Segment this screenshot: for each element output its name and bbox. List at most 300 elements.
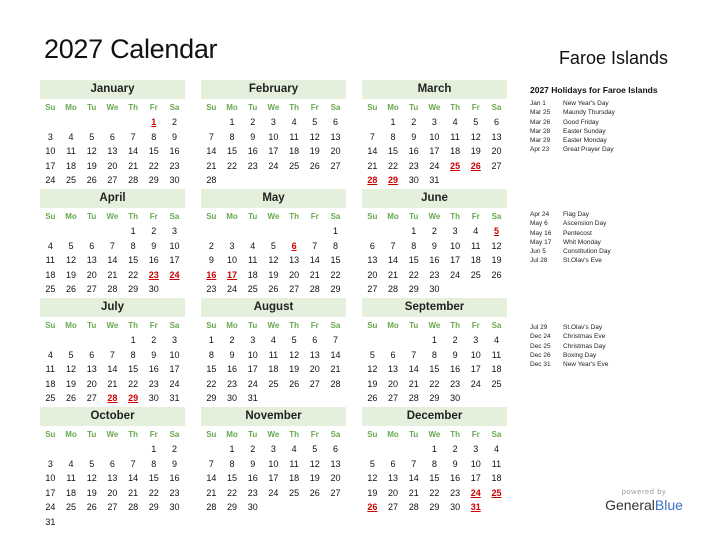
day-cell: 17 <box>470 473 481 483</box>
week-row <box>362 391 507 406</box>
day-cell: 7 <box>390 240 396 251</box>
weekday-label: Th <box>128 212 138 221</box>
day-cell: 1 <box>390 117 396 127</box>
day-cell: 21 <box>309 269 320 280</box>
empty-day-cell <box>383 442 404 457</box>
holiday-day-cell: 1 <box>151 117 157 127</box>
day-cell: 13 <box>107 473 118 483</box>
weekday-label: Fr <box>149 321 158 330</box>
holiday-day-cell: 26 <box>470 160 481 171</box>
day-cell: 20 <box>86 269 97 280</box>
week-row <box>362 457 507 472</box>
day-cell: 2 <box>250 117 256 127</box>
week-row <box>362 471 507 486</box>
day-cell: 5 <box>312 444 318 454</box>
day-cell: 16 <box>169 473 180 483</box>
weekday-label: Fr <box>471 321 480 330</box>
weekday-header-row <box>362 319 507 333</box>
week-row <box>201 486 346 501</box>
day-cell: 2 <box>171 117 177 127</box>
weekday-label: Sa <box>491 321 502 330</box>
weekday-label: Sa <box>491 212 502 221</box>
weekday-label: Th <box>289 212 299 221</box>
day-cell: 29 <box>148 175 159 185</box>
weekday-label: Su <box>45 103 56 112</box>
weekday-label: We <box>267 212 280 221</box>
day-cell: 11 <box>491 349 502 360</box>
day-cell: 14 <box>128 146 139 156</box>
week-row <box>201 239 346 254</box>
week-row <box>362 130 507 145</box>
day-cell: 11 <box>491 458 502 469</box>
empty-day-cell <box>201 442 222 457</box>
day-cell: 19 <box>268 269 279 280</box>
day-cell: 12 <box>86 146 97 156</box>
day-cell: 27 <box>388 393 399 403</box>
empty-day-cell <box>304 500 325 515</box>
empty-day-cell <box>102 333 123 348</box>
weekday-label: Tu <box>409 212 419 221</box>
day-cell: 11 <box>66 473 76 483</box>
day-cell: 31 <box>169 393 180 403</box>
day-cell: 17 <box>450 255 461 265</box>
week-row <box>40 253 185 268</box>
holiday-item <box>530 323 700 332</box>
empty-day-cell <box>263 224 284 239</box>
month-march <box>362 80 507 188</box>
day-cell: 27 <box>330 160 341 171</box>
empty-day-cell <box>102 442 123 457</box>
week-row <box>201 173 346 188</box>
week-row <box>40 239 185 254</box>
empty-day-cell <box>81 333 102 348</box>
empty-day-cell <box>445 282 466 297</box>
day-cell: 20 <box>367 269 378 280</box>
holiday-day-cell: 28 <box>367 175 378 185</box>
day-cell: 3 <box>171 226 177 236</box>
week-row <box>362 268 507 283</box>
day-cell: 18 <box>66 160 77 171</box>
day-cell: 4 <box>452 117 458 127</box>
day-cell: 27 <box>330 487 341 498</box>
day-cell: 9 <box>431 240 437 251</box>
holiday-name: Easter Monday <box>563 137 607 145</box>
day-cell: 21 <box>367 160 378 171</box>
day-cell: 8 <box>332 240 338 251</box>
day-cell: 9 <box>208 255 214 265</box>
holiday-group <box>530 210 700 266</box>
week-row <box>40 515 185 530</box>
empty-day-cell <box>304 391 325 406</box>
day-cell: 19 <box>66 269 77 280</box>
day-cell: 24 <box>450 269 461 280</box>
day-cell: 25 <box>247 284 258 294</box>
day-cell: 20 <box>330 473 341 483</box>
day-cell: 30 <box>227 393 238 403</box>
day-cell: 27 <box>367 284 378 294</box>
day-cell: 24 <box>169 378 180 389</box>
day-cell: 3 <box>270 444 276 454</box>
day-cell: 7 <box>369 131 375 142</box>
holiday-date: Jul 28 <box>530 257 548 265</box>
holiday-name: St.Olav's Eve <box>563 257 602 265</box>
holiday-day-cell: 28 <box>107 393 118 403</box>
week-row <box>40 268 185 283</box>
holiday-name: Boxing Day <box>563 351 597 359</box>
weekday-label: Sa <box>330 321 341 330</box>
day-cell: 9 <box>151 349 157 360</box>
day-cell: 12 <box>66 364 77 374</box>
holiday-name: Christmas Eve <box>563 333 606 341</box>
day-cell: 7 <box>332 335 338 345</box>
day-cell: 30 <box>169 175 180 185</box>
weekday-label: Sa <box>169 103 180 112</box>
empty-day-cell <box>102 224 123 239</box>
holiday-date: Apr 24 <box>530 211 550 218</box>
day-cell: 17 <box>169 255 180 265</box>
brand-name-part2: Blue <box>654 497 683 513</box>
empty-day-cell <box>222 173 243 188</box>
day-cell: 12 <box>491 240 502 251</box>
holiday-item <box>530 256 700 265</box>
holiday-item <box>530 118 700 127</box>
day-cell: 1 <box>332 226 338 236</box>
day-cell: 1 <box>130 226 136 236</box>
day-cell: 29 <box>429 393 440 403</box>
day-cell: 6 <box>332 117 338 127</box>
weekday-label: Tu <box>248 321 258 330</box>
weekday-label: Fr <box>149 212 158 221</box>
empty-day-cell <box>284 224 305 239</box>
weekday-label: Fr <box>149 430 158 439</box>
page-title: 2027 Calendar <box>44 34 218 64</box>
day-cell: 19 <box>289 364 300 374</box>
day-cell: 26 <box>367 393 378 403</box>
empty-day-cell <box>81 515 102 530</box>
weekday-label: Tu <box>248 430 258 439</box>
day-cell: 17 <box>247 364 258 374</box>
month-name: December <box>362 407 507 426</box>
day-cell: 8 <box>431 458 437 469</box>
week-row <box>201 457 346 472</box>
day-cell: 7 <box>208 131 214 142</box>
day-cell: 8 <box>130 240 136 251</box>
day-cell: 16 <box>148 364 159 374</box>
holiday-date: Dec 31 <box>530 361 551 369</box>
week-row <box>201 333 346 348</box>
day-cell: 28 <box>408 502 419 512</box>
day-cell: 12 <box>367 473 378 483</box>
week-row <box>362 333 507 348</box>
empty-day-cell <box>486 173 507 188</box>
holiday-date: Jul 29 <box>530 324 548 331</box>
day-cell: 2 <box>411 117 417 127</box>
day-cell: 10 <box>169 240 180 251</box>
empty-day-cell <box>362 115 383 130</box>
day-cell: 30 <box>169 502 180 512</box>
holiday-date: Jun 5 <box>530 248 546 256</box>
day-cell: 5 <box>369 458 375 469</box>
weekday-label: Fr <box>310 321 319 330</box>
weekday-header-row <box>362 210 507 224</box>
weekday-label: Sa <box>491 103 502 112</box>
day-cell: 26 <box>86 175 97 185</box>
empty-day-cell <box>403 442 424 457</box>
month-november <box>201 407 346 515</box>
day-cell: 19 <box>86 487 97 498</box>
day-cell: 13 <box>330 131 341 142</box>
weekday-label: Th <box>289 430 299 439</box>
week-row <box>362 282 507 297</box>
day-cell: 17 <box>268 146 279 156</box>
weekday-label: We <box>106 430 119 439</box>
week-row <box>40 115 185 130</box>
day-cell: 8 <box>130 349 136 360</box>
day-cell: 12 <box>86 473 97 483</box>
day-cell: 1 <box>431 335 437 345</box>
day-cell: 7 <box>109 349 115 360</box>
day-cell: 16 <box>169 146 180 156</box>
day-cell: 10 <box>429 131 440 142</box>
holiday-day-cell: 25 <box>450 160 461 171</box>
weekday-label: We <box>106 321 119 330</box>
weekday-label: Su <box>206 212 217 221</box>
holiday-item <box>530 145 700 154</box>
day-cell: 1 <box>229 444 235 454</box>
holiday-day-cell: 23 <box>148 269 159 280</box>
empty-day-cell <box>40 333 61 348</box>
weekday-label: Tu <box>87 212 97 221</box>
day-cell: 24 <box>268 487 279 498</box>
day-cell: 4 <box>68 131 74 142</box>
day-cell: 23 <box>450 378 461 389</box>
empty-day-cell <box>465 173 486 188</box>
day-cell: 21 <box>388 269 399 280</box>
empty-day-cell <box>61 115 82 130</box>
day-cell: 14 <box>107 364 118 374</box>
day-cell: 11 <box>45 364 56 374</box>
day-cell: 15 <box>128 255 139 265</box>
holiday-name: Ascension Day <box>563 220 607 228</box>
holiday-date: Mar 25 <box>530 109 551 117</box>
day-cell: 1 <box>431 444 437 454</box>
day-cell: 23 <box>169 160 180 171</box>
day-cell: 11 <box>268 349 279 360</box>
day-cell: 26 <box>66 284 77 294</box>
day-cell: 16 <box>148 255 159 265</box>
empty-day-cell <box>383 224 404 239</box>
holiday-name: Christmas Day <box>563 342 606 350</box>
holiday-date: Dec 24 <box>530 333 551 341</box>
week-row <box>40 348 185 363</box>
holiday-name: Flag Day <box>563 211 590 218</box>
day-cell: 9 <box>452 458 458 469</box>
day-cell: 16 <box>450 364 461 374</box>
day-cell: 4 <box>493 335 499 345</box>
day-cell: 11 <box>248 255 258 265</box>
day-cell: 21 <box>206 487 217 498</box>
empty-day-cell <box>81 224 102 239</box>
empty-day-cell <box>242 173 263 188</box>
day-cell: 5 <box>473 117 479 127</box>
day-cell: 7 <box>208 458 214 469</box>
weekday-label: Mo <box>387 103 399 112</box>
holiday-day-cell: 6 <box>291 240 297 251</box>
day-cell: 14 <box>206 473 217 483</box>
day-cell: 21 <box>330 364 341 374</box>
week-row <box>362 442 507 457</box>
empty-day-cell <box>465 282 486 297</box>
weekday-label: Tu <box>409 430 419 439</box>
day-cell: 4 <box>291 444 297 454</box>
weekday-label: Tu <box>87 321 97 330</box>
day-cell: 3 <box>250 335 256 345</box>
day-cell: 19 <box>470 146 481 156</box>
holiday-name: Great Prayer Day <box>563 146 614 154</box>
day-cell: 11 <box>289 458 299 469</box>
day-cell: 9 <box>171 458 177 469</box>
weekday-label: Su <box>367 430 378 439</box>
empty-day-cell <box>263 391 284 406</box>
day-cell: 29 <box>429 502 440 512</box>
empty-day-cell <box>143 515 164 530</box>
week-row <box>362 159 507 174</box>
day-cell: 21 <box>128 487 139 498</box>
day-cell: 2 <box>229 335 235 345</box>
day-cell: 26 <box>289 378 300 389</box>
day-cell: 12 <box>268 255 279 265</box>
day-cell: 4 <box>47 349 53 360</box>
day-cell: 3 <box>171 335 177 345</box>
day-cell: 22 <box>148 160 159 171</box>
weekday-label: Mo <box>65 103 77 112</box>
weekday-label: Sa <box>330 212 341 221</box>
holiday-day-cell: 25 <box>491 487 502 498</box>
empty-day-cell <box>61 515 82 530</box>
day-cell: 12 <box>367 364 378 374</box>
day-cell: 22 <box>408 269 419 280</box>
holiday-date: May 6 <box>530 220 548 228</box>
day-cell: 1 <box>411 226 417 236</box>
day-cell: 10 <box>268 131 279 142</box>
day-cell: 13 <box>330 458 341 469</box>
day-cell: 21 <box>408 487 419 498</box>
day-cell: 20 <box>388 487 399 498</box>
day-cell: 2 <box>208 240 214 251</box>
week-row <box>201 253 346 268</box>
day-cell: 30 <box>247 502 258 512</box>
day-cell: 30 <box>148 393 159 403</box>
day-cell: 10 <box>268 458 279 469</box>
day-cell: 10 <box>470 458 481 469</box>
month-name: May <box>201 189 346 208</box>
day-cell: 9 <box>229 349 235 360</box>
weekday-label: Sa <box>169 212 180 221</box>
weekday-label: Th <box>450 103 460 112</box>
day-cell: 2 <box>151 226 157 236</box>
month-name: July <box>40 298 185 317</box>
day-cell: 18 <box>491 364 502 374</box>
day-cell: 26 <box>86 502 97 512</box>
day-cell: 18 <box>45 269 56 280</box>
empty-day-cell <box>102 115 123 130</box>
day-cell: 15 <box>330 255 341 265</box>
week-row <box>40 362 185 377</box>
day-cell: 4 <box>47 240 53 251</box>
holiday-item <box>530 351 700 360</box>
month-name: August <box>201 298 346 317</box>
country-name: Faroe Islands <box>558 48 668 68</box>
holiday-item <box>530 136 700 145</box>
day-cell: 22 <box>206 378 217 389</box>
holiday-day-cell: 31 <box>470 502 481 512</box>
day-cell: 18 <box>66 487 77 498</box>
day-cell: 13 <box>289 255 300 265</box>
weekday-label: We <box>267 321 280 330</box>
day-cell: 20 <box>107 487 118 498</box>
week-row <box>40 457 185 472</box>
day-cell: 6 <box>109 131 115 142</box>
day-cell: 7 <box>312 240 318 251</box>
day-cell: 12 <box>309 131 320 142</box>
day-cell: 22 <box>128 269 139 280</box>
day-cell: 10 <box>247 349 258 360</box>
holiday-item <box>530 127 700 136</box>
weekday-label: Mo <box>226 321 238 330</box>
holiday-date: Mar 29 <box>530 137 551 145</box>
weekday-label: Mo <box>65 430 77 439</box>
day-cell: 7 <box>411 349 417 360</box>
day-cell: 28 <box>128 175 139 185</box>
weekday-label: Sa <box>330 103 341 112</box>
day-cell: 6 <box>390 349 396 360</box>
weekday-label: Mo <box>387 212 399 221</box>
week-row <box>40 144 185 159</box>
day-cell: 1 <box>208 335 214 345</box>
day-cell: 14 <box>408 473 419 483</box>
weekday-header-row <box>40 101 185 115</box>
weekday-label: Mo <box>226 103 238 112</box>
day-cell: 27 <box>491 160 502 171</box>
day-cell: 6 <box>312 335 318 345</box>
empty-day-cell <box>40 442 61 457</box>
day-cell: 28 <box>388 284 399 294</box>
day-cell: 26 <box>309 160 320 171</box>
day-cell: 10 <box>45 473 56 483</box>
week-row <box>362 115 507 130</box>
day-cell: 13 <box>491 131 502 142</box>
holiday-day-cell: 24 <box>169 269 180 280</box>
day-cell: 31 <box>247 393 258 403</box>
day-cell: 7 <box>109 240 115 251</box>
week-row <box>201 224 346 239</box>
day-cell: 20 <box>388 378 399 389</box>
month-february <box>201 80 346 188</box>
weekday-label: We <box>267 103 280 112</box>
day-cell: 9 <box>171 131 177 142</box>
day-cell: 24 <box>247 378 258 389</box>
day-cell: 15 <box>128 364 139 374</box>
week-row <box>362 500 507 515</box>
brand-name <box>588 497 700 513</box>
week-row <box>40 224 185 239</box>
weekday-label: Mo <box>387 430 399 439</box>
holiday-group <box>530 99 700 155</box>
day-cell: 5 <box>291 335 297 345</box>
weekday-label: Tu <box>87 430 97 439</box>
day-cell: 25 <box>289 487 300 498</box>
holiday-item <box>530 99 700 108</box>
